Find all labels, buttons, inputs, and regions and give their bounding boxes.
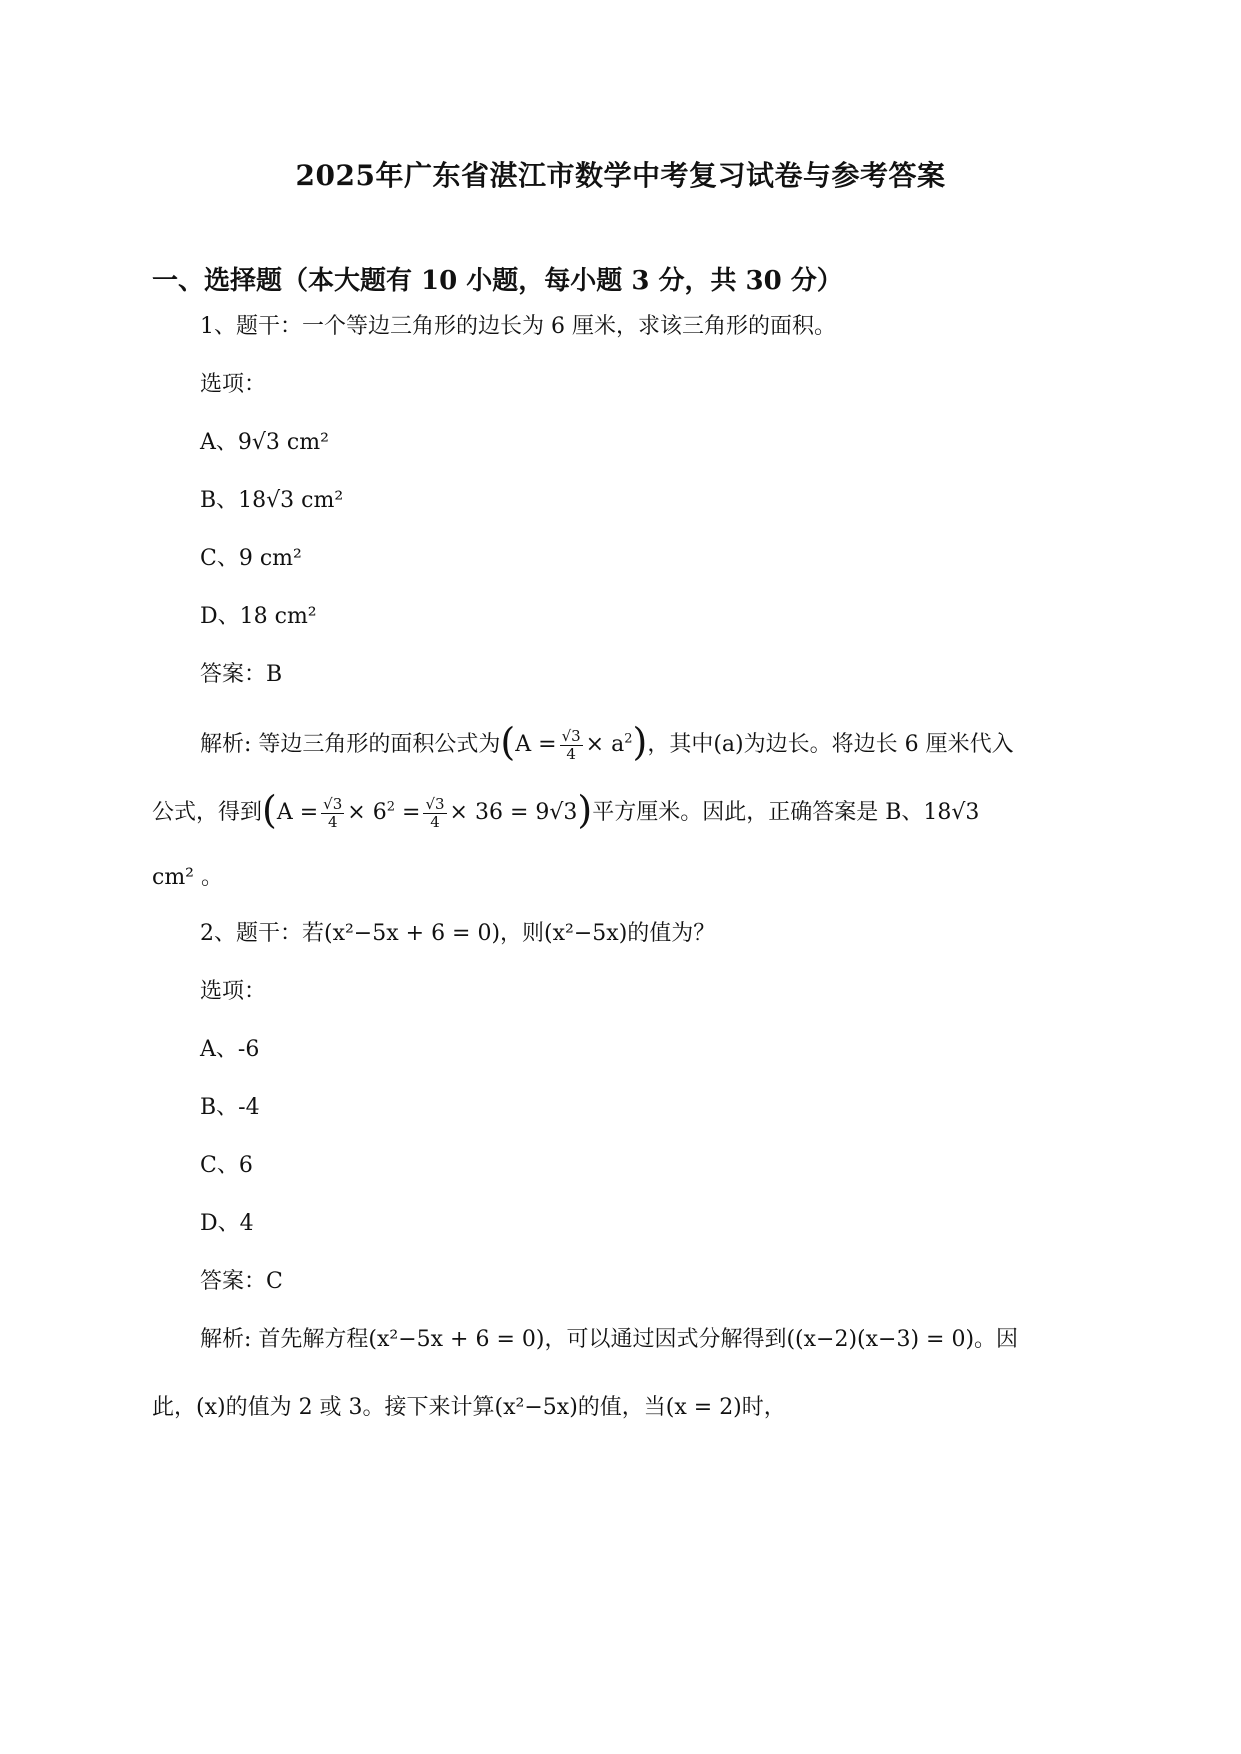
- q2-option-b: B、-4: [200, 1095, 260, 1120]
- document-title: 2025年广东省湛江市数学中考复习试卷与参考答案: [295, 159, 946, 192]
- q1-answer: 答案：B: [200, 662, 283, 687]
- q1-options-label: 选项：: [200, 372, 267, 397]
- q1-option-b: B、18√3 cm²: [200, 488, 344, 513]
- q2-answer: 答案：C: [200, 1269, 283, 1294]
- q2-option-c: C、6: [200, 1153, 253, 1178]
- q2-option-d: D、4: [200, 1211, 254, 1236]
- q2-option-a: A、-6: [200, 1037, 260, 1062]
- fraction: $\frac{√3}{4}$: [323, 794, 343, 831]
- q1-analysis-line1: 解析: 等边三角形的面积公式为(A = $\frac{√3}{4}$ × $a^2$)，其中(a)为边长。将边长 6 厘米代入: [200, 720, 1014, 764]
- section-heading: 一、选择题（本大题有 10 小题，每小题 3 分，共 30 分）: [152, 266, 843, 296]
- q1-stem: 1、题干：一个等边三角形的边长为 6 厘米，求该三角形的面积。: [200, 314, 836, 339]
- q1-option-a: A、9√3 cm²: [200, 430, 329, 455]
- q1-option-c: C、9 cm²: [200, 546, 302, 571]
- fraction: $\frac{√3}{4}$: [561, 726, 581, 763]
- q1-analysis-line3: cm² 。: [152, 865, 223, 890]
- q1-option-d: D、18 cm²: [200, 604, 317, 629]
- q2-stem: 2、题干：若(x²−5x + 6 = 0)，则(x²−5x)的值为？: [200, 921, 716, 946]
- q2-analysis-line1: 解析: 首先解方程(x²−5x + 6 = 0)，可以通过因式分解得到((x−2)(x−3) = 0)。因: [200, 1327, 1019, 1352]
- q1-analysis-line2: 公式，得到(A = $\frac{√3}{4}$ × $6^2$ = $\frac{√3}{4}$ × 36 = 9√3)平方厘米。因此，正确答案是 B、18√3: [152, 788, 980, 832]
- q2-options-label: 选项：: [200, 979, 267, 1004]
- fraction: $\frac{√3}{4}$: [425, 794, 445, 831]
- q2-analysis-line2: 此，(x)的值为 2 或 3。接下来计算(x²−5x)的值，当(x = 2)时，: [152, 1395, 786, 1420]
